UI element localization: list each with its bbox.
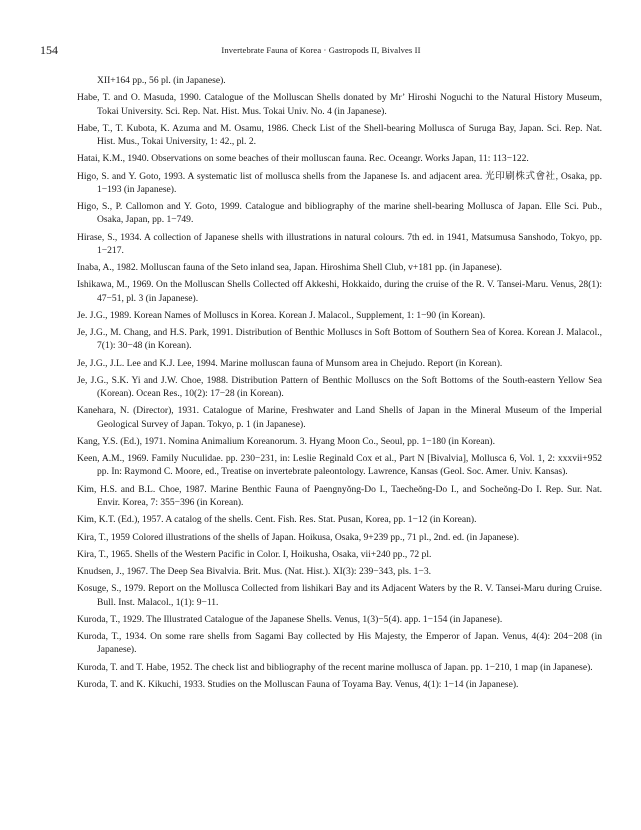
reference-entry: Kuroda, T., 1934. On some rare shells from Sagami Bay collected by His Majesty, the Emperor of Japan. Venus, 4(4): 204−208 (in Japanese).	[77, 631, 602, 656]
reference-entry: Kira, T., 1965. Shells of the Western Pacific in Color. I, Hoikusha, Osaka, vii+240 pp., 72 pl.	[77, 548, 432, 560]
reference-entry: Keen, A.M., 1969. Family Nuculidae. pp. 230−231, in: Leslie Reginald Cox et al., Part N [Bivalvia], Mollusca 6, Vol. 1, 2: xxxvii+952 pp. In: Raymond C. Moore, ed., Treatise on invertebrate paleontology. Lawrence, Kansas (Geol. Soc. Amer. Univ. Kansas).	[77, 453, 602, 478]
reference-continuation: XII+164 pp., 56 pl. (in Japanese).	[97, 75, 226, 86]
page-header	[40, 41, 602, 59]
reference-list	[77, 74, 602, 695]
reference-entry: Kang, Y.S. (Ed.), 1971. Nomina Animalium Koreanorum. 3. Hyang Moon Co., Seoul, pp. 1−180 (in Korean).	[77, 435, 495, 447]
reference-entry: Hatai, K.M., 1940. Observations on some beaches of their molluscan fauna. Rec. Oceangr. Works Japan, 11: 113−122.	[77, 153, 529, 165]
page-number: 154	[40, 43, 58, 57]
reference-entry: Kanehara, N. (Director), 1931. Catalogue of Marine, Freshwater and Land Shells of Japan in the Mineral Museum of the Imperial Geological Survey of Japan. Tokyo, p. 1 (in Japanese).	[77, 405, 602, 430]
reference-entry: Kim, H.S. and B.L. Choe, 1987. Marine Benthic Fauna of Paengnyŏng-Do I., Taecheŏng-Do I., and Socheŏng-Do I. Rep. Sur. Nat. Envir. Korea, 7: 355−396 (in Korean).	[77, 483, 602, 508]
reference-entry: Kira, T., 1959 Colored illustrations of the shells of Japan. Hoikusa, Osaka, 9+239 pp., 71 pl., 2nd. ed. (in Japanese).	[77, 531, 519, 543]
reference-entry: Kuroda, T., 1929. The Illustrated Catalogue of the Japanese Shells. Venus, 1(3)−5(4). app. 1−154 (in Japanese).	[77, 613, 503, 625]
reference-entry: Kuroda, T. and K. Kikuchi, 1933. Studies on the Molluscan Fauna of Toyama Bay. Venus, 4(1): 1−14 (in Japanese).	[77, 679, 519, 691]
reference-entry: Kosuge, S., 1979. Report on the Mollusca Collected from lishikari Bay and its Adjacent Waters by the R. V. Tansei-Maru during Cruise. Bull. Inst. Malacol., 1(1): 9−11.	[77, 583, 602, 608]
reference-entry: Je, J.G., S.K. Yi and J.W. Choe, 1988. Distribution Pattern of Benthic Molluscs on the Soft Bottoms of the South-eastern Yellow Sea (Korean). Ocean Res., 10(2): 17−28 (in Korean).	[77, 374, 602, 400]
reference-entry: Habe, T. and O. Masuda, 1990. Catalogue of the Molluscan Shells donated by Mr’ Hiroshi Noguchi to the Natural History Museum, Tokai University. Sci. Rep. Nat. Hist. Mus. Tokai Univ. No. 4 (in Japanese).	[77, 92, 602, 117]
reference-entry: Knudsen, J., 1967. The Deep Sea Bivalvia. Brit. Mus. (Nat. Hist.). XI(3): 239−343, pls. 1−3.	[77, 566, 431, 578]
reference-entry: Higo, S., P. Callomon and Y. Goto, 1999. Catalogue and bibliography of the marine shell-bearing Mollusca of Japan. Elle Sci. Pub., Osaka, Japan, pp. 1−749.	[77, 201, 602, 226]
running-title: Invertebrate Fauna of Korea · Gastropods II, Bivalves II	[221, 45, 421, 55]
reference-entry: Kuroda, T. and T. Habe, 1952. The check list and bibliography of the recent marine mollusca of Japan. pp. 1−210, 1 map (in Japanese).	[77, 661, 593, 673]
reference-entry: Je, J.G., M. Chang, and H.S. Park, 1991. Distribution of Benthic Molluscs in Soft Bottom of Southern Sea of Korea. Korean J. Malacol., 7(1): 30−48 (in Korean).	[77, 327, 602, 352]
reference-entry: Habe, T., T. Kubota, K. Azuma and M. Osamu, 1986. Check List of the Shell-bearing Mollusca of Suruga Bay, Japan. Sci. Rep. Nat. Hist. Mus., Tokai University, 1: 42., pl. 2.	[77, 122, 602, 147]
reference-entry: Je, J.G., J.L. Lee and K.J. Lee, 1994. Marine molluscan fauna of Munsom area in Chejudo. Report (in Korean).	[77, 357, 503, 369]
reference-entry: Higo, S. and Y. Goto, 1993. A systematic list of mollusca shells from the Japanese Is. and adjacent area. 光印刷株式會社, Osaka, pp. 1−193 (in Japanese).	[77, 170, 602, 195]
reference-entry: Ishikawa, M., 1969. On the Molluscan Shells Collected off Akkeshi, Hokkaido, during the cruise of the R. V. Tansei-Maru. Venus, 28(1): 47−51, pl. 3 (in Japanese).	[77, 279, 602, 304]
reference-entry: Je. J.G., 1989. Korean Names of Molluscs in Korea. Korean J. Malacol., Supplement, 1: 1−90 (in Korean).	[77, 309, 486, 321]
reference-entry: Inaba, A., 1982. Molluscan fauna of the Seto inland sea, Japan. Hiroshima Shell Club, v+181 pp. (in Japanese).	[77, 262, 502, 274]
reference-entry: Hirase, S., 1934. A collection of Japanese shells with illustrations in natural colours. 7th ed. in 1941, Matsumusa Sanshodo, Tokyo, pp. 1−217.	[77, 231, 602, 256]
reference-entry: Kim, K.T. (Ed.), 1957. A catalog of the shells. Cent. Fish. Res. Stat. Pusan, Korea, pp. 1−12 (in Korean).	[77, 514, 477, 526]
